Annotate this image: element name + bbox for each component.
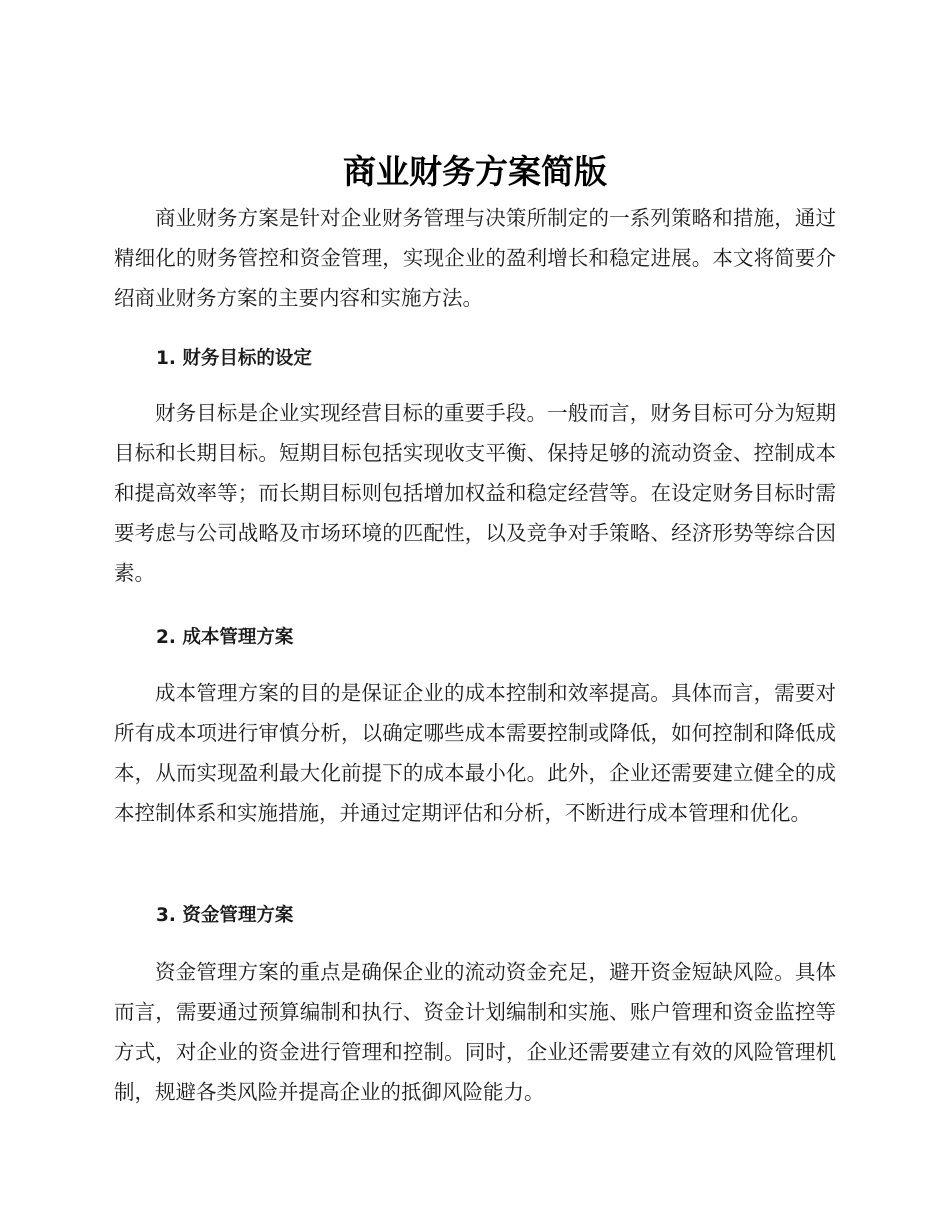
- section-body-1: 财务目标是企业实现经营目标的重要手段。一般而言，财务目标可分为短期目标和长期目标。短期目标包括实现收支平衡、保持足够的流动资金、控制成本和提高效率等；而长期目标则包括增加权益和稳定经营等。在设定财务目标时需要考虑与公司战略及市场环境的匹配性，以及竞争对手策略、经济形势等综合因素。: [114, 401, 836, 585]
- intro-paragraph: 商业财务方案是针对企业财务管理与决策所制定的一系列策略和措施，通过精细化的财务管控和资金管理，实现企业的盈利增长和稳定进展。本文将简要介绍商业财务方案的主要内容和实施方法。: [114, 206, 836, 310]
- section-body-2: 成本管理方案的目的是保证企业的成本控制和效率提高。具体而言，需要对所有成本项进行审慎分析，以确定哪些成本需要控制或降低，如何控制和降低成本，从而实现盈利最大化前提下的成本最小化。此外，企业还需要建立健全的成本控制体系和实施措施，并通过定期评估和分析，不断进行成本管理和优化。: [114, 681, 836, 825]
- section-heading-1: 1. 财务目标的设定: [156, 348, 312, 369]
- document-title: 商业财务方案简版: [343, 152, 607, 191]
- section-body-3: 资金管理方案的重点是确保企业的流动资金充足，避开资金短缺风险。具体而言，需要通过预算编制和执行、资金计划编制和实施、账户管理和资金监控等方式，对企业的资金进行管理和控制。同时，企业还需要建立有效的风险管理机制，规避各类风险并提高企业的抵御风险能力。: [114, 960, 836, 1104]
- section-heading-3: 3. 资金管理方案: [156, 905, 294, 926]
- section-heading-2: 2. 成本管理方案: [156, 627, 294, 648]
